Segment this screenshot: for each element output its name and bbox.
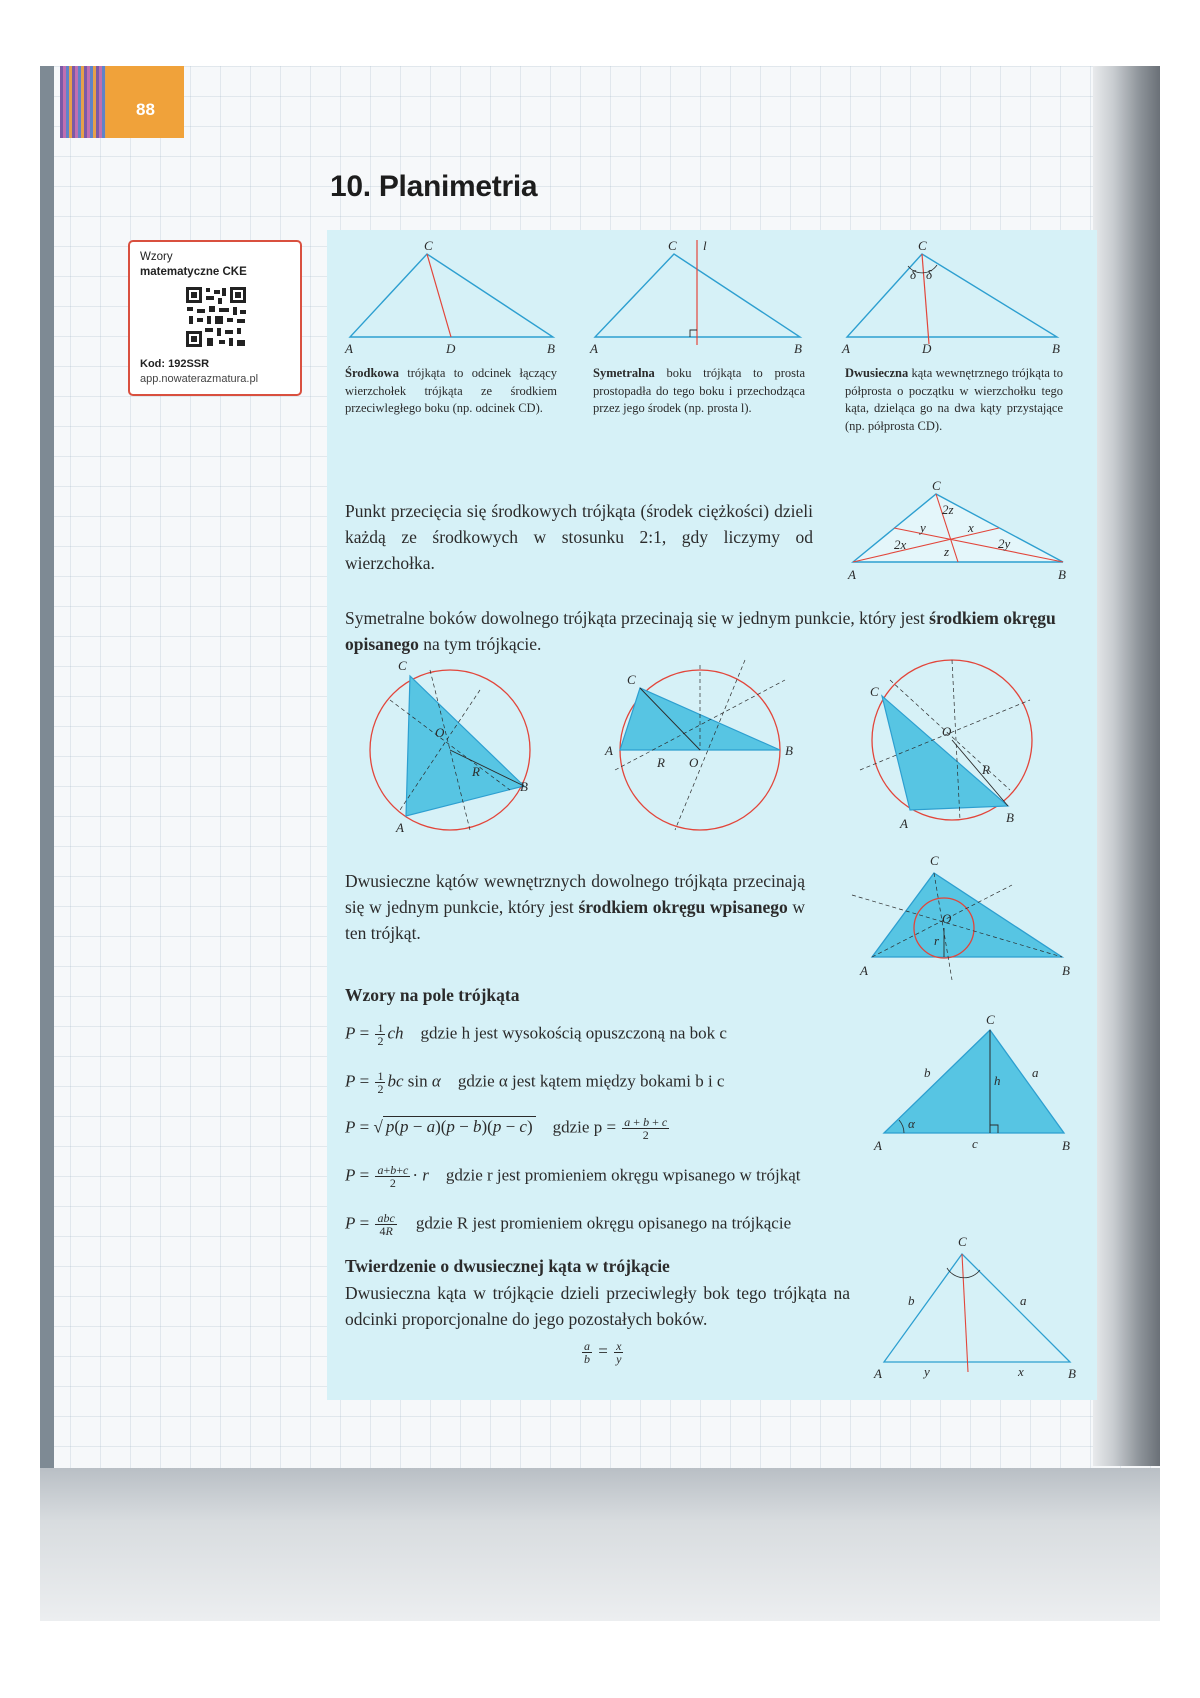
page-bottom-shadow [40, 1468, 1160, 1621]
area-label-h: h [994, 1073, 1001, 1088]
incircle-label-a: A [860, 963, 868, 978]
area-formula-4: P = $\frac{a+b+c}{2}$ · r gdzie r jest promieniem okręgu wpisanego w trójkąt [345, 1163, 801, 1190]
reference-url[interactable]: app.nowaterazmatura.pl [140, 373, 259, 385]
chapter-title: 10. Planimetria [330, 170, 538, 203]
angle-bisector-definition [845, 365, 1063, 435]
bisector-theorem-formula: $\frac{a}{b}$ = $\frac{x}{y}$ [584, 1339, 622, 1366]
bisector-theorem-diagram [872, 1230, 1082, 1380]
incircle-text-after: w ten trójkąt. [345, 897, 806, 943]
circ2-label-c: C [627, 672, 636, 687]
centroid-label-2x: 2x [894, 537, 907, 552]
median-diagram [345, 240, 565, 355]
incircle-text-before: Dwusieczne kątów wewnętrznych dowolnego trójkąta przecinają się w jednym punkcie, który jest [345, 871, 805, 917]
bisector-label-b: B [794, 341, 802, 356]
bisector-theorem-heading: Twierdzenie o dwusiecznej kąta w trójkącie [345, 1256, 670, 1276]
circ3-label-c: C [870, 684, 879, 699]
centroid-label-2z: 2z [942, 502, 954, 517]
angle-bisector-diagram [842, 240, 1072, 355]
area-formula-4-desc: gdzie r jest promieniem okręgu wpisanego w trójkąt [445, 1165, 801, 1185]
formula-left-num: a [584, 1339, 590, 1353]
angle-bisector-label-a: A [842, 341, 850, 356]
angle-bisector-label-d: D [922, 341, 932, 356]
centroid-label-z: z [944, 544, 950, 559]
centroid-label-y: y [920, 520, 926, 535]
median-label-a: A [345, 341, 353, 356]
bt-label-c: C [958, 1234, 967, 1249]
area-label-side-a: a [1032, 1065, 1039, 1080]
circumcircle-text-after: na tym trójkącie. [423, 634, 542, 654]
circ3-label-r: R [982, 762, 990, 777]
centroid-label-a: A [848, 567, 856, 582]
centroid-label-c: C [932, 478, 941, 493]
bisector-label-l: l [703, 238, 707, 253]
circ3-label-b: B [1006, 810, 1014, 825]
page-right-shadow [1093, 66, 1160, 1466]
bt-label-y: y [924, 1364, 930, 1379]
bisector-label-c: C [668, 238, 677, 253]
area-formula-3: P = √ p(p − a)(p − b)(p − c) gdzie p = $\frac{a + b + c}{2}$ [345, 1115, 668, 1142]
reference-title [140, 250, 300, 280]
incircle-label-b: B [1062, 963, 1070, 978]
formula-right-num: x [616, 1339, 622, 1353]
bt-label-a: A [874, 1366, 882, 1381]
circ2-label-b: B [785, 743, 793, 758]
median-term: Środkowa [345, 366, 399, 380]
formula-right-den: y [616, 1352, 622, 1366]
page-number: 88 [136, 100, 155, 119]
incircle-text-bold: środkiem okręgu wpisanego [578, 897, 788, 917]
perpendicular-bisector-term: Symetralna [593, 366, 655, 380]
incircle-label-r: r [934, 933, 940, 948]
angle-bisector-term: Dwusieczna [845, 366, 909, 380]
circ1-label-r: R [472, 764, 480, 779]
perpendicular-bisector-text: boku trójkąta to prosta prostopadła do tego boku i przechodząca przez jego środek (np. prosta l). [593, 366, 805, 415]
area-triangle-diagram [872, 1010, 1082, 1155]
circumcircle-right-diagram [605, 660, 805, 840]
circ2-label-a: A [605, 743, 613, 758]
centroid-label-2y: 2y [998, 536, 1011, 551]
area-label-alpha: α [908, 1116, 915, 1131]
bt-label-side-b: b [908, 1293, 915, 1308]
circ2-label-o: O [689, 755, 699, 770]
bisector-label-a: A [590, 341, 598, 356]
area-formula-5: P = $\frac{\text{abc}}{4R}$ gdzie R jest promieniem okręgu opisanego na trójkącie [345, 1211, 792, 1238]
median-label-c: C [424, 238, 433, 253]
circumcircle-acute-diagram [360, 660, 550, 840]
circ1-label-c: C [398, 658, 407, 673]
qr-code-icon[interactable] [185, 286, 247, 348]
bisector-theorem-text: Dwusieczna kąta w trójkącie dzieli przeciwległy bok tego trójkąta na odcinki proporcjonalne do jego pozostałych boków. [345, 1283, 850, 1329]
incircle-label-o: O [942, 911, 952, 926]
circumcircle-text-before: Symetralne boków dowolnego trójkąta przecinają się w jednym punkcie, który jest [345, 608, 925, 628]
centroid-diagram [848, 478, 1078, 586]
area-label-side-b: b [924, 1065, 931, 1080]
median-label-d: D [446, 341, 456, 356]
centroid-label-x: x [968, 520, 974, 535]
area-heading: Wzory na pole trójkąta [345, 985, 520, 1005]
incircle-label-c: C [930, 853, 939, 868]
circumcircle-text-bold: środkiem okręgu opisanego [345, 608, 1056, 654]
area-formula-2-desc: gdzie α jest kątem między bokami b i c [457, 1071, 725, 1091]
bt-label-side-a: a [1020, 1293, 1027, 1308]
circ2-label-r: R [657, 755, 665, 770]
page-color-stripes [60, 66, 106, 138]
circ3-label-a: A [900, 816, 908, 831]
area-label-a-vertex: A [874, 1138, 882, 1153]
perpendicular-bisector-definition [593, 365, 805, 418]
formula-left-den: b [584, 1352, 590, 1366]
area-label-side-c: c [972, 1136, 978, 1151]
area-formula-3-desc: gdzie p = [552, 1117, 617, 1137]
circumcircle-text [345, 605, 1065, 657]
angle-bisector-label-c: C [918, 238, 927, 253]
reference-title-line2: matematyczne CKE [140, 266, 247, 278]
bt-label-x: x [1018, 1364, 1024, 1379]
area-label-b-vertex: B [1062, 1138, 1070, 1153]
angle-bisector-text: kąta wewnętrznego trójkąta to półprosta o początku w wierzchołku tego kąta, dzieląca go na dwa kąty przystające (np. półprosta CD). [845, 366, 1063, 433]
centroid-label-b: B [1058, 567, 1066, 582]
median-text: trójkąta to odcinek łączący wierzchołek trójkąta ze środkiem przeciwległego boku (np. odcinek CD). [345, 366, 558, 415]
reference-title-line1: Wzory [140, 251, 173, 263]
centroid-text: Punkt przecięcia się środkowych trójkąta (środek ciężkości) dzieli każdą ze środkowych w stosunku 2:1, gdy liczymy od wierzchołka. [345, 501, 813, 573]
circ3-label-o: O [942, 724, 952, 739]
reference-code: Kod: 192SSR [140, 358, 210, 370]
area-formula-2: P = $\frac{1}{2}$ bc sin α gdzie α jest kątem między bokami b i c [345, 1069, 725, 1096]
area-formula-5-desc: gdzie R jest promieniem okręgu opisanego na trójkącie [415, 1213, 792, 1233]
area-formula-1: P = $\frac{1}{2}$ ch gdzie h jest wysokością opuszczoną na bok c [345, 1021, 727, 1048]
page-binding-edge [40, 66, 54, 1621]
median-label-b: B [547, 341, 555, 356]
circumcircle-obtuse-diagram [860, 660, 1050, 840]
angle-bisector-delta-1: δ [910, 267, 917, 282]
circ1-label-b: B [520, 779, 528, 794]
incircle-diagram [852, 845, 1082, 985]
bt-label-b: B [1068, 1366, 1076, 1381]
circ1-label-a: A [396, 820, 404, 835]
incircle-text [345, 868, 805, 946]
circ1-label-o: O [435, 725, 445, 740]
median-definition [345, 365, 557, 418]
area-label-c-vertex: C [986, 1012, 995, 1027]
perpendicular-bisector-diagram [590, 240, 810, 355]
area-formula-1-desc: gdzie h jest wysokością opuszczoną na bok c [420, 1023, 727, 1043]
angle-bisector-delta-2: δ [926, 267, 933, 282]
reference-box[interactable] [128, 240, 302, 396]
angle-bisector-label-b: B [1052, 341, 1060, 356]
